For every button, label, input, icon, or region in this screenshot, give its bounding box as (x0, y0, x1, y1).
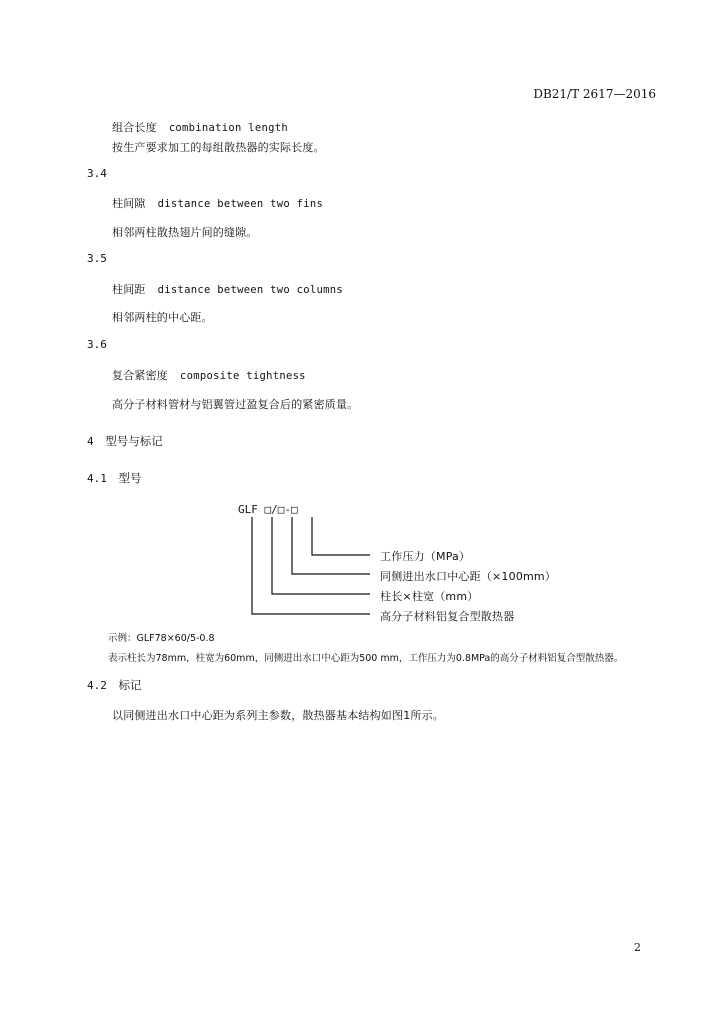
term-en: distance between two fins (157, 198, 324, 210)
callout-line-pressure (312, 517, 370, 555)
code-label-pressure: 工作压力（MPa） (380, 550, 471, 563)
term-definition: 相邻两柱的中心距。 (112, 311, 213, 324)
example-label: 示例：GLF78×60/5-0.8 (108, 633, 215, 644)
term-definition: 按生产要求加工的每组散热器的实际长度。 (112, 141, 325, 154)
term-cn: 组合长度 (112, 121, 157, 134)
model-code: GLF □/□-□ (238, 503, 298, 516)
section-heading-4-2 (87, 677, 142, 693)
section-title: 标记 (118, 678, 142, 692)
term-cn: 复合紧密度 (112, 369, 168, 382)
term-en: distance between two columns (157, 284, 344, 296)
example-text: 表示柱长为78mm，柱宽为60mm，同侧进出水口中心距为500 mm，工作压力为0.8MPa的高分子材料铝复合型散热器。 (108, 653, 624, 664)
callout-line-product-type (252, 517, 370, 614)
code-label-column-size: 柱长×柱宽（mm） (380, 590, 479, 603)
section-number: 4 (87, 435, 94, 448)
page-number: 2 (634, 941, 641, 954)
term-definition: 高分子材料管材与铝翼管过盈复合后的紧密质量。 (112, 398, 359, 411)
code-label-center-distance: 同侧进出水口中心距（×100mm） (380, 570, 557, 583)
clause-number: 3.5 (87, 252, 107, 265)
callout-line-center-distance (292, 517, 370, 574)
term-en: composite tightness (180, 370, 306, 382)
section-title: 型号与标记 (105, 434, 163, 448)
section-title: 型号 (118, 471, 142, 485)
term-en: combination length (168, 122, 288, 134)
section-4-2-text: 以同侧进出水口中心距为系列主参数，散热器基本结构如图1所示。 (112, 709, 444, 722)
standard-number: DB21/T 2617—2016 (533, 87, 656, 101)
section-number: 4.1 (87, 472, 107, 485)
clause-number: 3.6 (87, 338, 107, 351)
term-cn: 柱间隙 (112, 197, 146, 210)
section-number: 4.2 (87, 679, 107, 692)
code-label-product-type: 高分子材料铝复合型散热器 (380, 610, 515, 623)
term-definition: 相邻两柱散热翅片间的缝隙。 (112, 226, 258, 239)
term-cn: 柱间距 (112, 283, 146, 296)
clause-number: 3.4 (87, 167, 107, 180)
